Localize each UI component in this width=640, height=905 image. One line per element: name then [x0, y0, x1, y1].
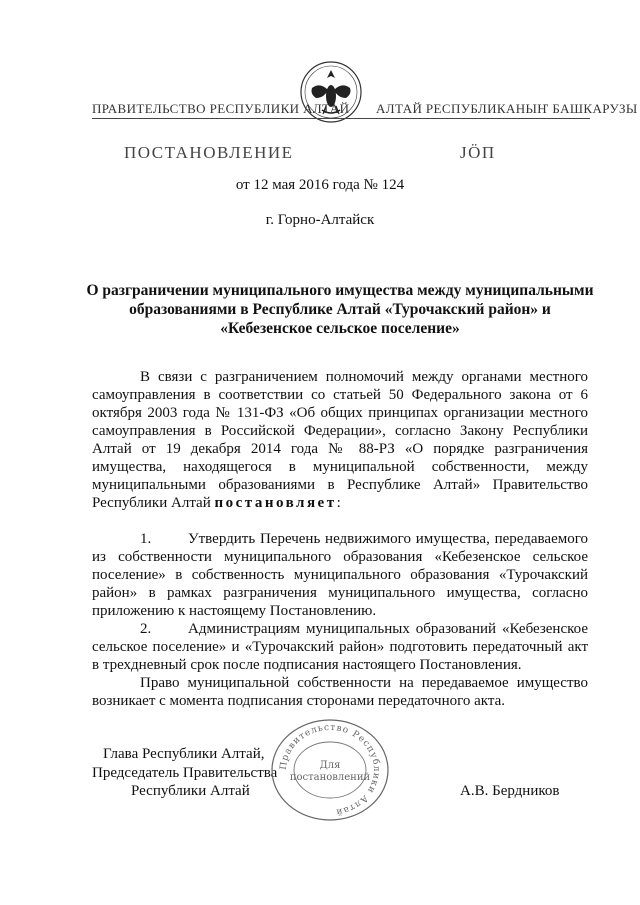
document-body	[92, 368, 588, 710]
stamp-center-line-2: постановлений	[289, 772, 371, 783]
signature-title-line-2: Председатель Правительства	[92, 765, 278, 781]
signatory-name: А.В. Бердников	[460, 783, 560, 799]
item-text-1: Утвердить Перечень недвижимого имущества, передаваемого из собственности муниципального образования «Кебезенское сельское поселение» в собственность муниципального образования «Турочакский район» в рамках разграничения муниципального имущества, согласно приложению к настоящему Постановлению.	[92, 531, 588, 619]
stamp-ring-text: Правительство Республики Алтай	[278, 722, 382, 817]
header-divider	[92, 118, 590, 119]
emblem-icon	[298, 58, 364, 130]
document-city: г. Горно-Алтайск	[265, 212, 375, 228]
preamble-paragraph	[92, 368, 588, 512]
government-name-alt: АЛТАЙ РЕСПУБЛИКАНЫҤ БАШКАРУЗЫ	[376, 101, 638, 116]
government-name-ru: ПРАВИТЕЛЬСТВО РЕСПУБЛИКИ АЛТАЙ	[92, 101, 350, 116]
stamp-center-line-1: Для	[319, 760, 341, 771]
document-title	[80, 281, 600, 338]
item-text-2: Администрациям муниципальных образований «Кебезенское сельское поселение» и «Турочакский район» подготовить передаточный акт в трехдневный срок после подписания настоящего Постановления.	[92, 621, 588, 673]
item-number-1: 1.	[140, 531, 152, 547]
title-line-2: образованиями в Республике Алтай «Турочакский район» и	[129, 301, 551, 318]
document-type: ПОСТАНОВЛЕНИЕ	[124, 143, 294, 162]
item-paragraph-1	[92, 530, 588, 620]
resolves-colon: :	[336, 495, 341, 511]
item-paragraph-2	[92, 620, 588, 674]
title-line-3: «Кебезенское сельское поселение»	[220, 320, 460, 337]
document-date-number: от 12 мая 2016 года № 124	[235, 177, 405, 193]
resolves-word: постановляет	[214, 495, 337, 511]
title-line-1: О разграничении муниципального имущества между муниципальными	[86, 282, 594, 299]
document-type-alt: JÖП	[460, 143, 496, 162]
item-number-2: 2.	[140, 621, 152, 637]
closing-paragraph: Право муниципальной собственности на передаваемое имущество возникает с момента подписания сторонами передаточного акта.	[92, 675, 588, 709]
signature-title-line-3: Республики Алтай	[131, 783, 250, 799]
preamble-text: В связи с разграничением полномочий между органами местного самоуправления в соответствии со статьей 50 Федерального закона от 6 октября 2003 года № 131-ФЗ «Об общих принципах организации местного самоуправления в Российской Федерации», согласно Закону Республики Алтай от 19 декабря 2014 года № 88-РЗ «О порядке разграничения имущества, находящегося в муниципальной собственности, между муниципальными образованиями в Республике Алтай» Правительство Республики Алтай	[92, 369, 588, 511]
signature-title-line-1: Глава Республики Алтай,	[103, 746, 265, 762]
official-stamp-icon	[268, 718, 392, 822]
